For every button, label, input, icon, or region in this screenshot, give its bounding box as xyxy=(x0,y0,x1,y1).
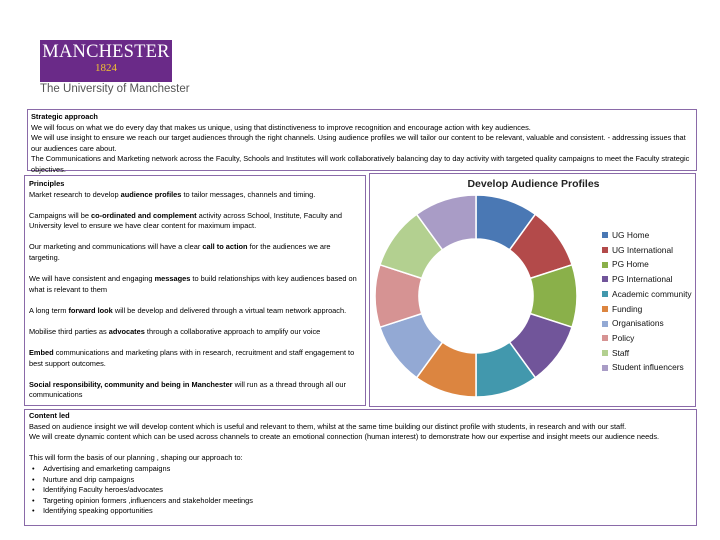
legend-swatch xyxy=(602,276,608,282)
strategic-approach-box xyxy=(27,109,697,174)
legend-label: Staff xyxy=(612,347,630,358)
legend-swatch xyxy=(602,365,608,371)
bullet-item: • Advertising and emarketing campaigns xyxy=(29,464,692,475)
principle-item: Our marketing and communications will have a clear call to action for the audiences we are targeting. xyxy=(29,242,331,262)
bullet-item: • Identifying speaking opportunities xyxy=(29,506,692,517)
legend-item xyxy=(602,346,692,361)
legend-label: Policy xyxy=(612,332,635,343)
legend-item xyxy=(602,287,692,302)
chart-legend xyxy=(602,228,692,375)
legend-label: UG Home xyxy=(612,230,650,240)
legend-label: Organisations xyxy=(612,318,664,329)
bullet-item: • Identifying Faculty heroes/advocates xyxy=(29,485,692,496)
principle-item: We will have consistent and engaging messages to build relationships with key audiences based on what is relevant to them xyxy=(29,274,357,294)
university-logo xyxy=(40,40,172,82)
legend-swatch xyxy=(602,306,608,312)
logo-year: 1824 xyxy=(95,62,117,74)
content-line: We will create dynamic content which can be used across channels to create an emotional connection (human interest) to demonstrate how our expertise and insight meets our audience needs. xyxy=(29,432,660,442)
legend-item xyxy=(602,257,692,272)
strategic-line: We will focus on what we do every day that makes us unique, using that distinctiveness to improve recognition and encourage action with key audiences. xyxy=(31,122,531,132)
principles-heading: Principles xyxy=(29,179,65,188)
legend-label: UG International xyxy=(612,244,673,255)
principle-item: Mobilise third parties as advocates through a collaborative approach to amplify our voice xyxy=(29,326,321,336)
legend-item xyxy=(602,302,692,317)
content-heading: Content led xyxy=(29,411,70,420)
legend-label: Academic community xyxy=(612,288,692,299)
legend-item xyxy=(602,316,692,331)
logo-name: MANCHESTER xyxy=(42,42,170,62)
principle-item: Campaigns will be co-ordinated and complement activity across School, Institute, Faculty and University level to ensure we have clear content for maximum impact. xyxy=(29,210,342,231)
legend-item xyxy=(602,272,692,287)
legend-label: Student influencers xyxy=(612,362,684,373)
legend-swatch xyxy=(602,247,608,253)
principles-box xyxy=(24,175,366,406)
legend-swatch xyxy=(602,232,608,238)
legend-swatch xyxy=(602,335,608,341)
strategic-heading: Strategic approach xyxy=(31,112,98,121)
content-line: Based on audience insight we will develop content which is useful and relevant to them, whilst at the same time building our distinct profile with students, in research and with our staff. xyxy=(29,421,627,431)
legend-label: PG International xyxy=(612,274,673,285)
bullet-item: • Nurture and drip campaigns xyxy=(29,475,692,486)
strategic-line: We will use insight to ensure we reach our target audiences through the right channels. Using audience profiles we will tailor our content to be relevant, valuable and consistent. - addressing issues that our audiences care about. xyxy=(31,133,686,153)
principle-item: A long term forward look will be develop and delivered through a virtual team network approach. xyxy=(29,305,347,315)
legend-swatch xyxy=(602,350,608,356)
principle-item: Embed communications and marketing plans with in research, recruitment and staff engagement to best support outcomes. xyxy=(29,347,355,368)
logo-subtitle: The University of Manchester xyxy=(40,83,190,95)
legend-label: Funding xyxy=(612,303,643,314)
strategic-line: The Communications and Marketing network across the Faculty, Schools and Institutes will work collaboratively balancing day to day activity with targeted quality campaigns to meet the Faculty strategic objectives. xyxy=(31,154,690,174)
legend-swatch xyxy=(602,321,608,327)
chart-title: Develop Audience Profiles xyxy=(467,178,600,190)
content-led-box xyxy=(24,409,697,526)
principle-item: Social responsibility, community and being in Manchester will run as a thread through all our communications xyxy=(29,379,346,400)
principle-item: Market research to develop audience profiles to tailor messages, channels and timing. xyxy=(29,189,316,199)
legend-item xyxy=(602,331,692,346)
legend-item xyxy=(602,228,692,243)
audience-profiles-chart xyxy=(369,173,696,407)
content-line: This will form the basis of our planning , shaping our approach to: xyxy=(29,453,243,463)
legend-label: PG Home xyxy=(612,259,649,270)
legend-item xyxy=(602,243,692,258)
content-bullet-list xyxy=(29,464,692,517)
legend-item xyxy=(602,360,692,375)
bullet-item: • Targeting opinion formers ,influencers and stakeholder meetings xyxy=(29,496,692,507)
legend-swatch xyxy=(602,291,608,297)
legend-swatch xyxy=(602,262,608,268)
